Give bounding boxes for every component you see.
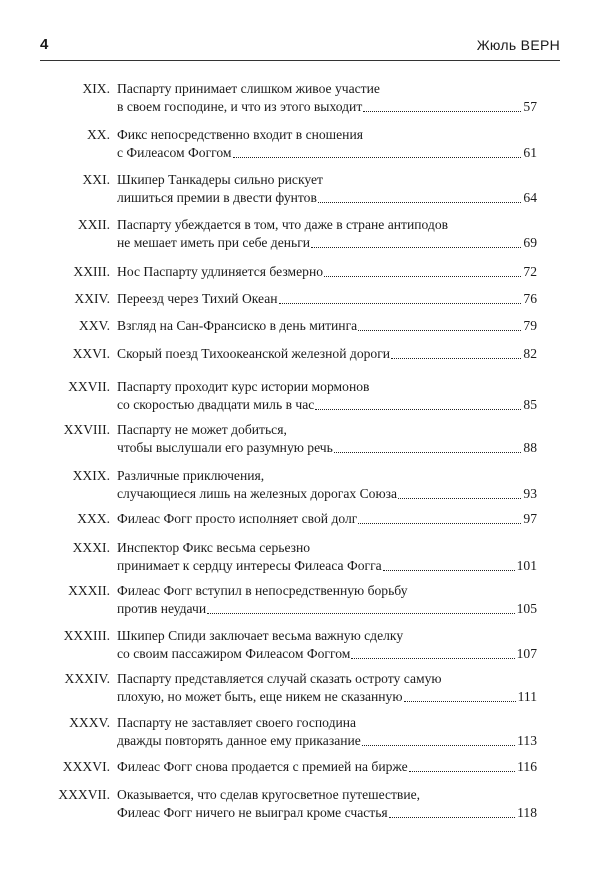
chapter-number: XXXV.	[69, 715, 110, 730]
dot-leader	[311, 246, 521, 248]
dot-leader	[398, 497, 521, 499]
chapter-title-text: Филеас Фогг просто исполняет свой долг	[117, 511, 358, 526]
chapter-number: XXIII.	[73, 264, 110, 279]
chapter-title-line: Паспарту принимает слишком живое участие	[117, 81, 380, 96]
dot-leader	[279, 302, 522, 304]
chapter-title-text: лишиться премии в двести фунтов	[117, 190, 317, 205]
chapter-number: XX.	[86, 127, 110, 142]
chapter-title-line: Паспарту представляется случай сказать остроту самую	[117, 671, 442, 686]
dot-leader	[409, 770, 515, 772]
page-number: 4	[40, 36, 49, 53]
dot-leader	[358, 522, 521, 524]
chapter-title-line: Шкипер Спиди заключает весьма важную сделку	[117, 628, 404, 643]
chapter-number: XXXVI.	[62, 759, 110, 774]
dot-leader	[358, 329, 521, 331]
chapter-title-line	[117, 290, 537, 308]
chapter-number: XXVIII.	[63, 422, 110, 437]
chapter-title-text: Нос Паспарту удлиняется безмерно	[117, 264, 324, 279]
page-reference: 57	[523, 99, 537, 114]
chapter-title-line	[117, 263, 537, 281]
chapter-title-line	[117, 189, 537, 207]
chapter-title-text: плохую, но может быть, еще никем не сказанную	[117, 689, 403, 704]
dot-leader	[315, 408, 521, 410]
chapter-title-text: Филеас Фогг снова продается с премией на бирже	[117, 759, 408, 774]
chapter-title-text: чтобы выслушали его разумную речь	[117, 440, 333, 455]
dot-leader	[318, 201, 522, 203]
chapter-number: XXII.	[77, 217, 110, 232]
chapter-title-line	[117, 485, 537, 503]
page-reference: 61	[523, 145, 537, 160]
chapter-title-line: Инспектор Фикс весьма серьезно	[117, 540, 311, 555]
page-reference: 79	[523, 318, 537, 333]
page-reference: 107	[516, 646, 537, 661]
dot-leader	[207, 612, 514, 614]
chapter-title-text: против неудачи	[117, 601, 207, 616]
chapter-title-line	[117, 688, 537, 706]
chapter-title-line	[117, 804, 537, 822]
chapter-title-text: случающиеся лишь на железных дорогах Союза	[117, 486, 398, 501]
chapter-title-line	[117, 732, 537, 750]
chapter-title-text: Филеас Фогг ничего не выиграл кроме счастья	[117, 805, 388, 820]
dot-leader	[233, 156, 522, 158]
chapter-number: XIX.	[82, 81, 110, 96]
chapter-title-text: Скорый поезд Тихоокеанской железной дороги	[117, 346, 391, 361]
page-reference: 111	[517, 689, 537, 704]
page-reference: 69	[523, 235, 537, 250]
page-header	[40, 30, 560, 61]
page-reference: 72	[523, 264, 537, 279]
chapter-title-line	[117, 758, 537, 776]
dot-leader	[362, 744, 515, 746]
page-reference: 76	[523, 291, 537, 306]
chapter-number: XXVII.	[68, 379, 110, 394]
chapter-title-line: Различные приключения,	[117, 468, 265, 483]
running-title: Жюль ВЕРН	[476, 37, 560, 53]
page-reference: 85	[523, 397, 537, 412]
chapter-number: XXV.	[78, 318, 110, 333]
chapter-number: XXXIV.	[64, 671, 110, 686]
chapter-title-line: Паспарту не может добиться,	[117, 422, 287, 437]
dot-leader	[389, 816, 515, 818]
chapter-title-line: Оказывается, что сделав кругосветное путешествие,	[117, 787, 421, 802]
chapter-title-text: принимает к сердцу интересы Филеаса Фогга	[117, 558, 382, 573]
page-reference: 116	[517, 759, 537, 774]
chapter-number: XXVI.	[72, 346, 110, 361]
chapter-title-line	[117, 396, 537, 414]
chapter-title-text: не мешает иметь при себе деньги	[117, 235, 311, 250]
dot-leader	[404, 700, 516, 702]
chapter-number: XXXIII.	[63, 628, 110, 643]
dot-leader	[351, 657, 514, 659]
chapter-title-line	[117, 345, 537, 363]
dot-leader	[334, 451, 522, 453]
chapter-title-line	[117, 144, 537, 162]
chapter-title-line	[117, 234, 537, 252]
page-reference: 97	[523, 511, 537, 526]
chapter-title-text: дважды повторять данное ему приказание	[117, 733, 361, 748]
chapter-number: XXI.	[82, 172, 110, 187]
chapter-title-text: в своем господине, и что из этого выходит	[117, 99, 363, 114]
dot-leader	[324, 275, 521, 277]
chapter-title-line	[117, 98, 537, 116]
chapter-title-text: Взгляд на Сан-Франсиско в день митинга	[117, 318, 358, 333]
chapter-title-line	[117, 439, 537, 457]
chapter-title-line	[117, 317, 537, 335]
chapter-number: XXXII.	[68, 583, 110, 598]
chapter-title-line: Паспарту убеждается в том, что даже в стране антиподов	[117, 217, 449, 232]
page-reference: 113	[517, 733, 537, 748]
chapter-title-line	[117, 600, 537, 618]
dot-leader	[391, 357, 521, 359]
chapter-title-line: Паспарту проходит курс истории мормонов	[117, 379, 370, 394]
dot-leader	[383, 569, 515, 571]
chapter-number: XXXI.	[72, 540, 110, 555]
chapter-title-line	[117, 557, 537, 575]
page-reference: 93	[523, 486, 537, 501]
chapter-title-line: Паспарту не заставляет своего господина	[117, 715, 357, 730]
page-reference: 118	[517, 805, 537, 820]
chapter-number: XXXVII.	[58, 787, 110, 802]
chapter-title-text: Переезд через Тихий Океан	[117, 291, 278, 306]
chapter-title-line: Шкипер Танкадеры сильно рискует	[117, 172, 323, 187]
page-reference: 64	[523, 190, 537, 205]
chapter-title-line: Фикс непосредственно входит в сношения	[117, 127, 363, 142]
chapter-title-text: со скоростью двадцати миль в час	[117, 397, 315, 412]
chapter-number: XXX.	[77, 511, 110, 526]
chapter-title-line	[117, 510, 537, 528]
chapter-number: XXIX.	[72, 468, 110, 483]
dot-leader	[363, 110, 521, 112]
chapter-title-text: со своим пассажиром Филеасом Фоггом	[117, 646, 351, 661]
page-reference: 105	[516, 601, 537, 616]
chapter-number: XXIV.	[74, 291, 110, 306]
chapter-title-text: с Филеасом Фоггом	[117, 145, 232, 160]
chapter-title-line: Филеас Фогг вступил в непосредственную борьбу	[117, 583, 408, 598]
page-reference: 88	[523, 440, 537, 455]
page-reference: 82	[523, 346, 537, 361]
chapter-title-line	[117, 645, 537, 663]
page-reference: 101	[516, 558, 537, 573]
